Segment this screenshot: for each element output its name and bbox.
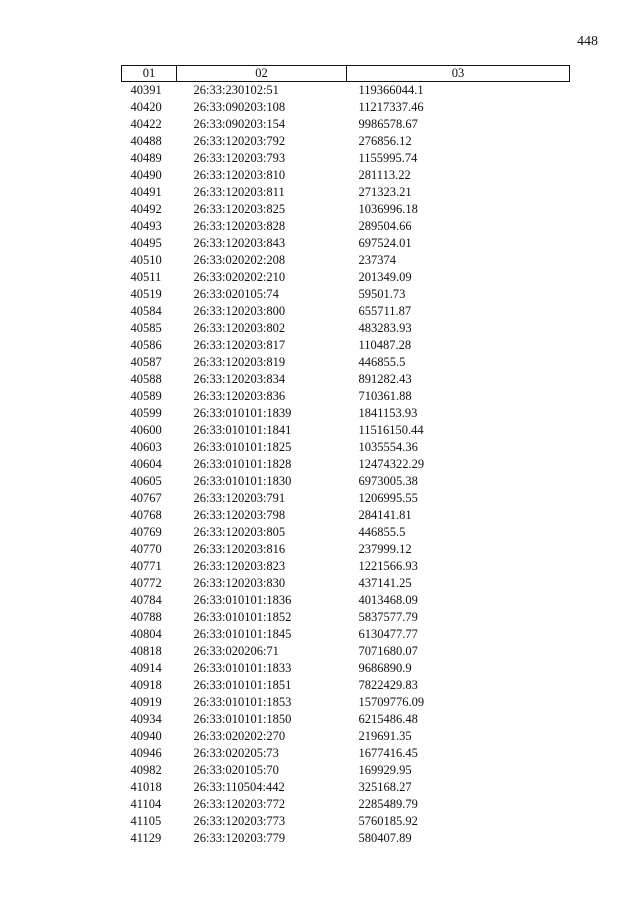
cell-value: 1035554.36 (358, 440, 418, 454)
cell-id: 40492 (130, 202, 162, 216)
cell-cadastral-number: 26:33:090203:154 (193, 117, 286, 131)
table-row (122, 303, 570, 320)
cell-id: 40804 (130, 627, 162, 641)
column-header-02: 02 (177, 66, 347, 82)
cell-cadastral-number: 26:33:120203:823 (193, 559, 286, 573)
table-row (122, 167, 570, 184)
cell-value: 446855.5 (358, 525, 406, 539)
cell-id: 40587 (130, 355, 162, 369)
cell-value: 891282.43 (358, 372, 412, 386)
cell-cadastral-number: 26:33:010101:1833 (193, 661, 292, 675)
page-number: 448 (577, 34, 598, 49)
table-row (122, 337, 570, 354)
cell-id: 40946 (130, 746, 162, 760)
cell-id: 40818 (130, 644, 162, 658)
column-header-03: 03 (347, 66, 570, 82)
cell-id: 40599 (130, 406, 162, 420)
cell-cadastral-number: 26:33:110504:442 (193, 780, 285, 794)
table-row (122, 252, 570, 269)
cell-id: 40603 (130, 440, 162, 454)
table-row (122, 660, 570, 677)
cell-cadastral-number: 26:33:120203:779 (193, 831, 286, 845)
cell-id: 40489 (130, 151, 162, 165)
cell-id: 40495 (130, 236, 162, 250)
table-row (122, 507, 570, 524)
cell-cadastral-number: 26:33:010101:1839 (193, 406, 292, 420)
cell-id: 40934 (130, 712, 162, 726)
cell-cadastral-number: 26:33:120203:834 (193, 372, 286, 386)
table-row (122, 133, 570, 150)
cell-id: 40493 (130, 219, 162, 233)
cell-id: 40604 (130, 457, 162, 471)
cell-id: 40788 (130, 610, 162, 624)
cell-value: 655711.87 (358, 304, 412, 318)
cell-cadastral-number: 26:33:120203:816 (193, 542, 286, 556)
cell-value: 325168.27 (358, 780, 412, 794)
cell-value: 119366044.1 (358, 83, 424, 97)
table-row (122, 558, 570, 575)
cell-value: 7822429.83 (358, 678, 418, 692)
cell-value: 5837577.79 (358, 610, 418, 624)
cell-value: 281113.22 (358, 168, 411, 182)
cell-value: 271323.21 (358, 185, 412, 199)
cell-value: 2285489.79 (358, 797, 418, 811)
table-row (122, 694, 570, 711)
cell-id: 40940 (130, 729, 162, 743)
table-row (122, 643, 570, 660)
cell-value: 1677416.45 (358, 746, 418, 760)
cell-id: 40918 (130, 678, 162, 692)
cell-cadastral-number: 26:33:120203:819 (193, 355, 286, 369)
cell-id: 40391 (130, 83, 162, 97)
cell-cadastral-number: 26:33:010101:1825 (193, 440, 292, 454)
cell-cadastral-number: 26:33:120203:791 (193, 491, 286, 505)
cell-cadastral-number: 26:33:120203:810 (193, 168, 286, 182)
cell-cadastral-number: 26:33:230102:51 (193, 83, 279, 97)
table-row (122, 813, 570, 830)
cell-cadastral-number: 26:33:020105:74 (193, 287, 279, 301)
table-row (122, 388, 570, 405)
cell-id: 40784 (130, 593, 162, 607)
cell-cadastral-number: 26:33:120203:792 (193, 134, 286, 148)
cell-value: 6130477.77 (358, 627, 418, 641)
cell-value: 11217337.46 (358, 100, 424, 114)
cell-value: 483283.93 (358, 321, 412, 335)
cell-value: 710361.88 (358, 389, 412, 403)
cell-value: 1155995.74 (358, 151, 418, 165)
cell-value: 7071680.07 (358, 644, 418, 658)
table-row (122, 456, 570, 473)
table-row (122, 711, 570, 728)
cell-id: 40772 (130, 576, 162, 590)
cell-id: 40589 (130, 389, 162, 403)
table-row (122, 541, 570, 558)
cell-cadastral-number: 26:33:120203:811 (193, 185, 285, 199)
cell-cadastral-number: 26:33:020206:71 (193, 644, 279, 658)
table-row (122, 524, 570, 541)
cell-id: 40490 (130, 168, 162, 182)
cell-id: 40491 (130, 185, 162, 199)
cell-cadastral-number: 26:33:120203:828 (193, 219, 286, 233)
cell-value: 9986578.67 (358, 117, 418, 131)
cell-value: 15709776.09 (358, 695, 425, 709)
cell-cadastral-number: 26:33:020202:210 (193, 270, 286, 284)
cell-value: 289504.66 (358, 219, 412, 233)
cell-value: 110487.28 (358, 338, 412, 352)
cell-value: 169929.95 (358, 763, 412, 777)
cell-cadastral-number: 26:33:120203:793 (193, 151, 286, 165)
table-row (122, 201, 570, 218)
cell-id: 40919 (130, 695, 162, 709)
cell-value: 4013468.09 (358, 593, 418, 607)
table-row (122, 592, 570, 609)
cell-id: 40586 (130, 338, 162, 352)
cell-value: 580407.89 (358, 831, 412, 845)
cell-id: 40770 (130, 542, 162, 556)
cell-id: 40588 (130, 372, 162, 386)
cell-id: 40510 (130, 253, 162, 267)
table-row (122, 626, 570, 643)
cell-value: 446855.5 (358, 355, 406, 369)
cell-value: 1036996.18 (358, 202, 418, 216)
cell-value: 697524.01 (358, 236, 412, 250)
table-row (122, 677, 570, 694)
cell-cadastral-number: 26:33:020105:70 (193, 763, 279, 777)
cell-id: 41129 (130, 831, 162, 845)
table-row (122, 269, 570, 286)
cell-cadastral-number: 26:33:120203:830 (193, 576, 286, 590)
cell-cadastral-number: 26:33:120203:772 (193, 797, 286, 811)
cell-cadastral-number: 26:33:120203:800 (193, 304, 286, 318)
table-row (122, 354, 570, 371)
cell-value: 59501.73 (358, 287, 406, 301)
table-row (122, 473, 570, 490)
cell-value: 201349.09 (358, 270, 412, 284)
cell-id: 40511 (130, 270, 162, 284)
cell-value: 6973005.38 (358, 474, 418, 488)
table-row (122, 490, 570, 507)
table-header-row (122, 66, 570, 82)
cell-id: 40420 (130, 100, 162, 114)
cell-cadastral-number: 26:33:010101:1851 (193, 678, 292, 692)
cell-cadastral-number: 26:33:010101:1850 (193, 712, 292, 726)
cell-cadastral-number: 26:33:120203:805 (193, 525, 286, 539)
cell-cadastral-number: 26:33:120203:825 (193, 202, 286, 216)
cell-id: 40519 (130, 287, 162, 301)
table-row (122, 728, 570, 745)
cell-value: 12474322.29 (358, 457, 425, 471)
table-row (122, 779, 570, 796)
cell-id: 40982 (130, 763, 162, 777)
cell-id: 40488 (130, 134, 162, 148)
cell-cadastral-number: 26:33:120203:798 (193, 508, 286, 522)
cell-id: 41105 (130, 814, 162, 828)
cell-cadastral-number: 26:33:010101:1830 (193, 474, 292, 488)
table-row (122, 150, 570, 167)
cell-value: 6215486.48 (358, 712, 418, 726)
table-row (122, 99, 570, 116)
table-row (122, 745, 570, 762)
cell-cadastral-number: 26:33:020202:270 (193, 729, 286, 743)
column-header-01: 01 (122, 66, 177, 82)
cell-cadastral-number: 26:33:010101:1853 (193, 695, 292, 709)
cell-cadastral-number: 26:33:120203:843 (193, 236, 286, 250)
cell-value: 276856.12 (358, 134, 412, 148)
cell-value: 237374 (358, 253, 396, 267)
cell-cadastral-number: 26:33:120203:802 (193, 321, 286, 335)
table-row (122, 830, 570, 847)
table-row (122, 320, 570, 337)
cell-value: 1221566.93 (358, 559, 418, 573)
cell-cadastral-number: 26:33:120203:773 (193, 814, 286, 828)
cell-value: 9686890.9 (358, 661, 412, 675)
table-row (122, 371, 570, 388)
table-row (122, 116, 570, 133)
cell-id: 40585 (130, 321, 162, 335)
cell-value: 437141.25 (358, 576, 412, 590)
table-row (122, 575, 570, 592)
table-body (122, 82, 570, 848)
cell-cadastral-number: 26:33:010101:1836 (193, 593, 292, 607)
table-row (122, 609, 570, 626)
cell-cadastral-number: 26:33:120203:817 (193, 338, 286, 352)
cell-cadastral-number: 26:33:010101:1852 (193, 610, 292, 624)
table-row (122, 439, 570, 456)
cell-value: 5760185.92 (358, 814, 418, 828)
cell-value: 11516150.44 (358, 423, 424, 437)
cell-id: 40769 (130, 525, 162, 539)
table-row (122, 235, 570, 252)
cell-cadastral-number: 26:33:010101:1841 (193, 423, 292, 437)
cell-cadastral-number: 26:33:090203:108 (193, 100, 286, 114)
table-row (122, 762, 570, 779)
table-row (122, 218, 570, 235)
data-table (121, 65, 570, 847)
table-row (122, 422, 570, 439)
cell-value: 1206995.55 (358, 491, 418, 505)
cell-cadastral-number: 26:33:020202:208 (193, 253, 286, 267)
cell-cadastral-number: 26:33:120203:836 (193, 389, 286, 403)
cell-value: 219691.35 (358, 729, 412, 743)
table-row (122, 184, 570, 201)
cell-cadastral-number: 26:33:010101:1828 (193, 457, 292, 471)
table-row (122, 286, 570, 303)
table-row (122, 796, 570, 813)
cell-id: 41018 (130, 780, 162, 794)
cell-value: 284141.81 (358, 508, 412, 522)
cell-id: 40768 (130, 508, 162, 522)
cell-id: 40771 (130, 559, 162, 573)
cell-id: 41104 (130, 797, 162, 811)
cell-id: 40914 (130, 661, 162, 675)
cell-id: 40600 (130, 423, 162, 437)
cell-cadastral-number: 26:33:010101:1845 (193, 627, 292, 641)
cell-id: 40584 (130, 304, 162, 318)
table-row (122, 82, 570, 100)
cell-value: 1841153.93 (358, 406, 418, 420)
table-row (122, 405, 570, 422)
cell-value: 237999.12 (358, 542, 412, 556)
cell-id: 40605 (130, 474, 162, 488)
cell-id: 40422 (130, 117, 162, 131)
cell-id: 40767 (130, 491, 162, 505)
cell-cadastral-number: 26:33:020205:73 (193, 746, 279, 760)
